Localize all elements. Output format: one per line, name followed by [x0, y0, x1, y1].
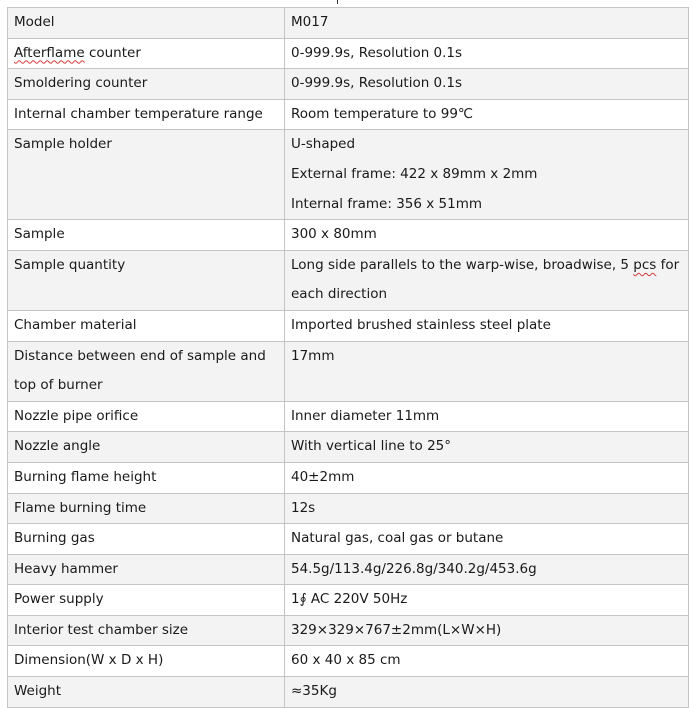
- spec-value: [285, 130, 689, 220]
- table-row: [8, 554, 689, 585]
- spec-value: 40±2mm: [285, 462, 689, 493]
- spec-label: Model: [8, 8, 285, 39]
- spec-label: Power supply: [8, 585, 285, 616]
- table-row: [8, 615, 689, 646]
- spec-value: 17mm: [285, 341, 689, 401]
- spec-label: Interior test chamber size: [8, 615, 285, 646]
- table-row: [8, 8, 689, 39]
- table-row: [8, 310, 689, 341]
- table-row: [8, 38, 689, 69]
- spec-label: Chamber material: [8, 310, 285, 341]
- spec-label: Internal chamber temperature range: [8, 99, 285, 130]
- table-row: [8, 69, 689, 100]
- spec-label: Heavy hammer: [8, 554, 285, 585]
- table-row: [8, 341, 689, 401]
- spec-label: Flame burning time: [8, 493, 285, 524]
- spec-value: 1∮ AC 220V 50Hz: [285, 585, 689, 616]
- spec-value-line: U-shaped: [291, 136, 356, 153]
- spec-value: 300 x 80mm: [285, 220, 689, 251]
- spec-label: Distance between end of sample and top of burner: [8, 341, 285, 401]
- spec-label: Nozzle pipe orifice: [8, 401, 285, 432]
- table-row: [8, 130, 689, 220]
- table-row: [8, 493, 689, 524]
- spec-label: Burning flame height: [8, 462, 285, 493]
- spec-table-body: [8, 8, 689, 708]
- spec-label: Sample quantity: [8, 250, 285, 310]
- spec-value-line: External frame: 422 x 89mm x 2mm: [291, 165, 538, 182]
- table-row: [8, 99, 689, 130]
- spec-label: Nozzle angle: [8, 432, 285, 463]
- spec-label: Afterflame counter: [8, 38, 285, 69]
- spec-value: ≈35Kg: [285, 677, 689, 708]
- spec-value: M017: [285, 8, 689, 39]
- table-row: [8, 250, 689, 310]
- spellcheck-mark: pcs: [633, 256, 657, 273]
- spec-value: 0-999.9s, Resolution 0.1s: [285, 69, 689, 100]
- spec-value: 12s: [285, 493, 689, 524]
- spec-value: Room temperature to 99℃: [285, 99, 689, 130]
- spellcheck-mark: Afterflame: [14, 44, 85, 61]
- table-row: [8, 585, 689, 616]
- table-row: [8, 646, 689, 677]
- top-edge-mark: [337, 0, 338, 4]
- table-row: [8, 432, 689, 463]
- spec-value: Long side parallels to the warp-wise, broadwise, 5 pcs for each direction: [285, 250, 689, 310]
- table-row: [8, 677, 689, 708]
- table-row: [8, 401, 689, 432]
- spec-label: Dimension(W x D x H): [8, 646, 285, 677]
- spec-value: Inner diameter 11mm: [285, 401, 689, 432]
- spec-value: 0-999.9s, Resolution 0.1s: [285, 38, 689, 69]
- spec-value: With vertical line to 25°: [285, 432, 689, 463]
- table-row: [8, 220, 689, 251]
- spec-value: Imported brushed stainless steel plate: [285, 310, 689, 341]
- spec-label: Weight: [8, 677, 285, 708]
- spec-table: [7, 7, 689, 708]
- spec-label: Burning gas: [8, 524, 285, 555]
- spec-value: Natural gas, coal gas or butane: [285, 524, 689, 555]
- table-row: [8, 462, 689, 493]
- spec-value: 54.5g/113.4g/226.8g/340.2g/453.6g: [285, 554, 689, 585]
- spec-value-line: Internal frame: 356 x 51mm: [291, 195, 483, 212]
- spec-label: Sample: [8, 220, 285, 251]
- table-row: [8, 524, 689, 555]
- spec-label: Sample holder: [8, 130, 285, 220]
- spec-value: 329×329×767±2mm(L×W×H): [285, 615, 689, 646]
- spec-value: 60 x 40 x 85 cm: [285, 646, 689, 677]
- spec-label: Smoldering counter: [8, 69, 285, 100]
